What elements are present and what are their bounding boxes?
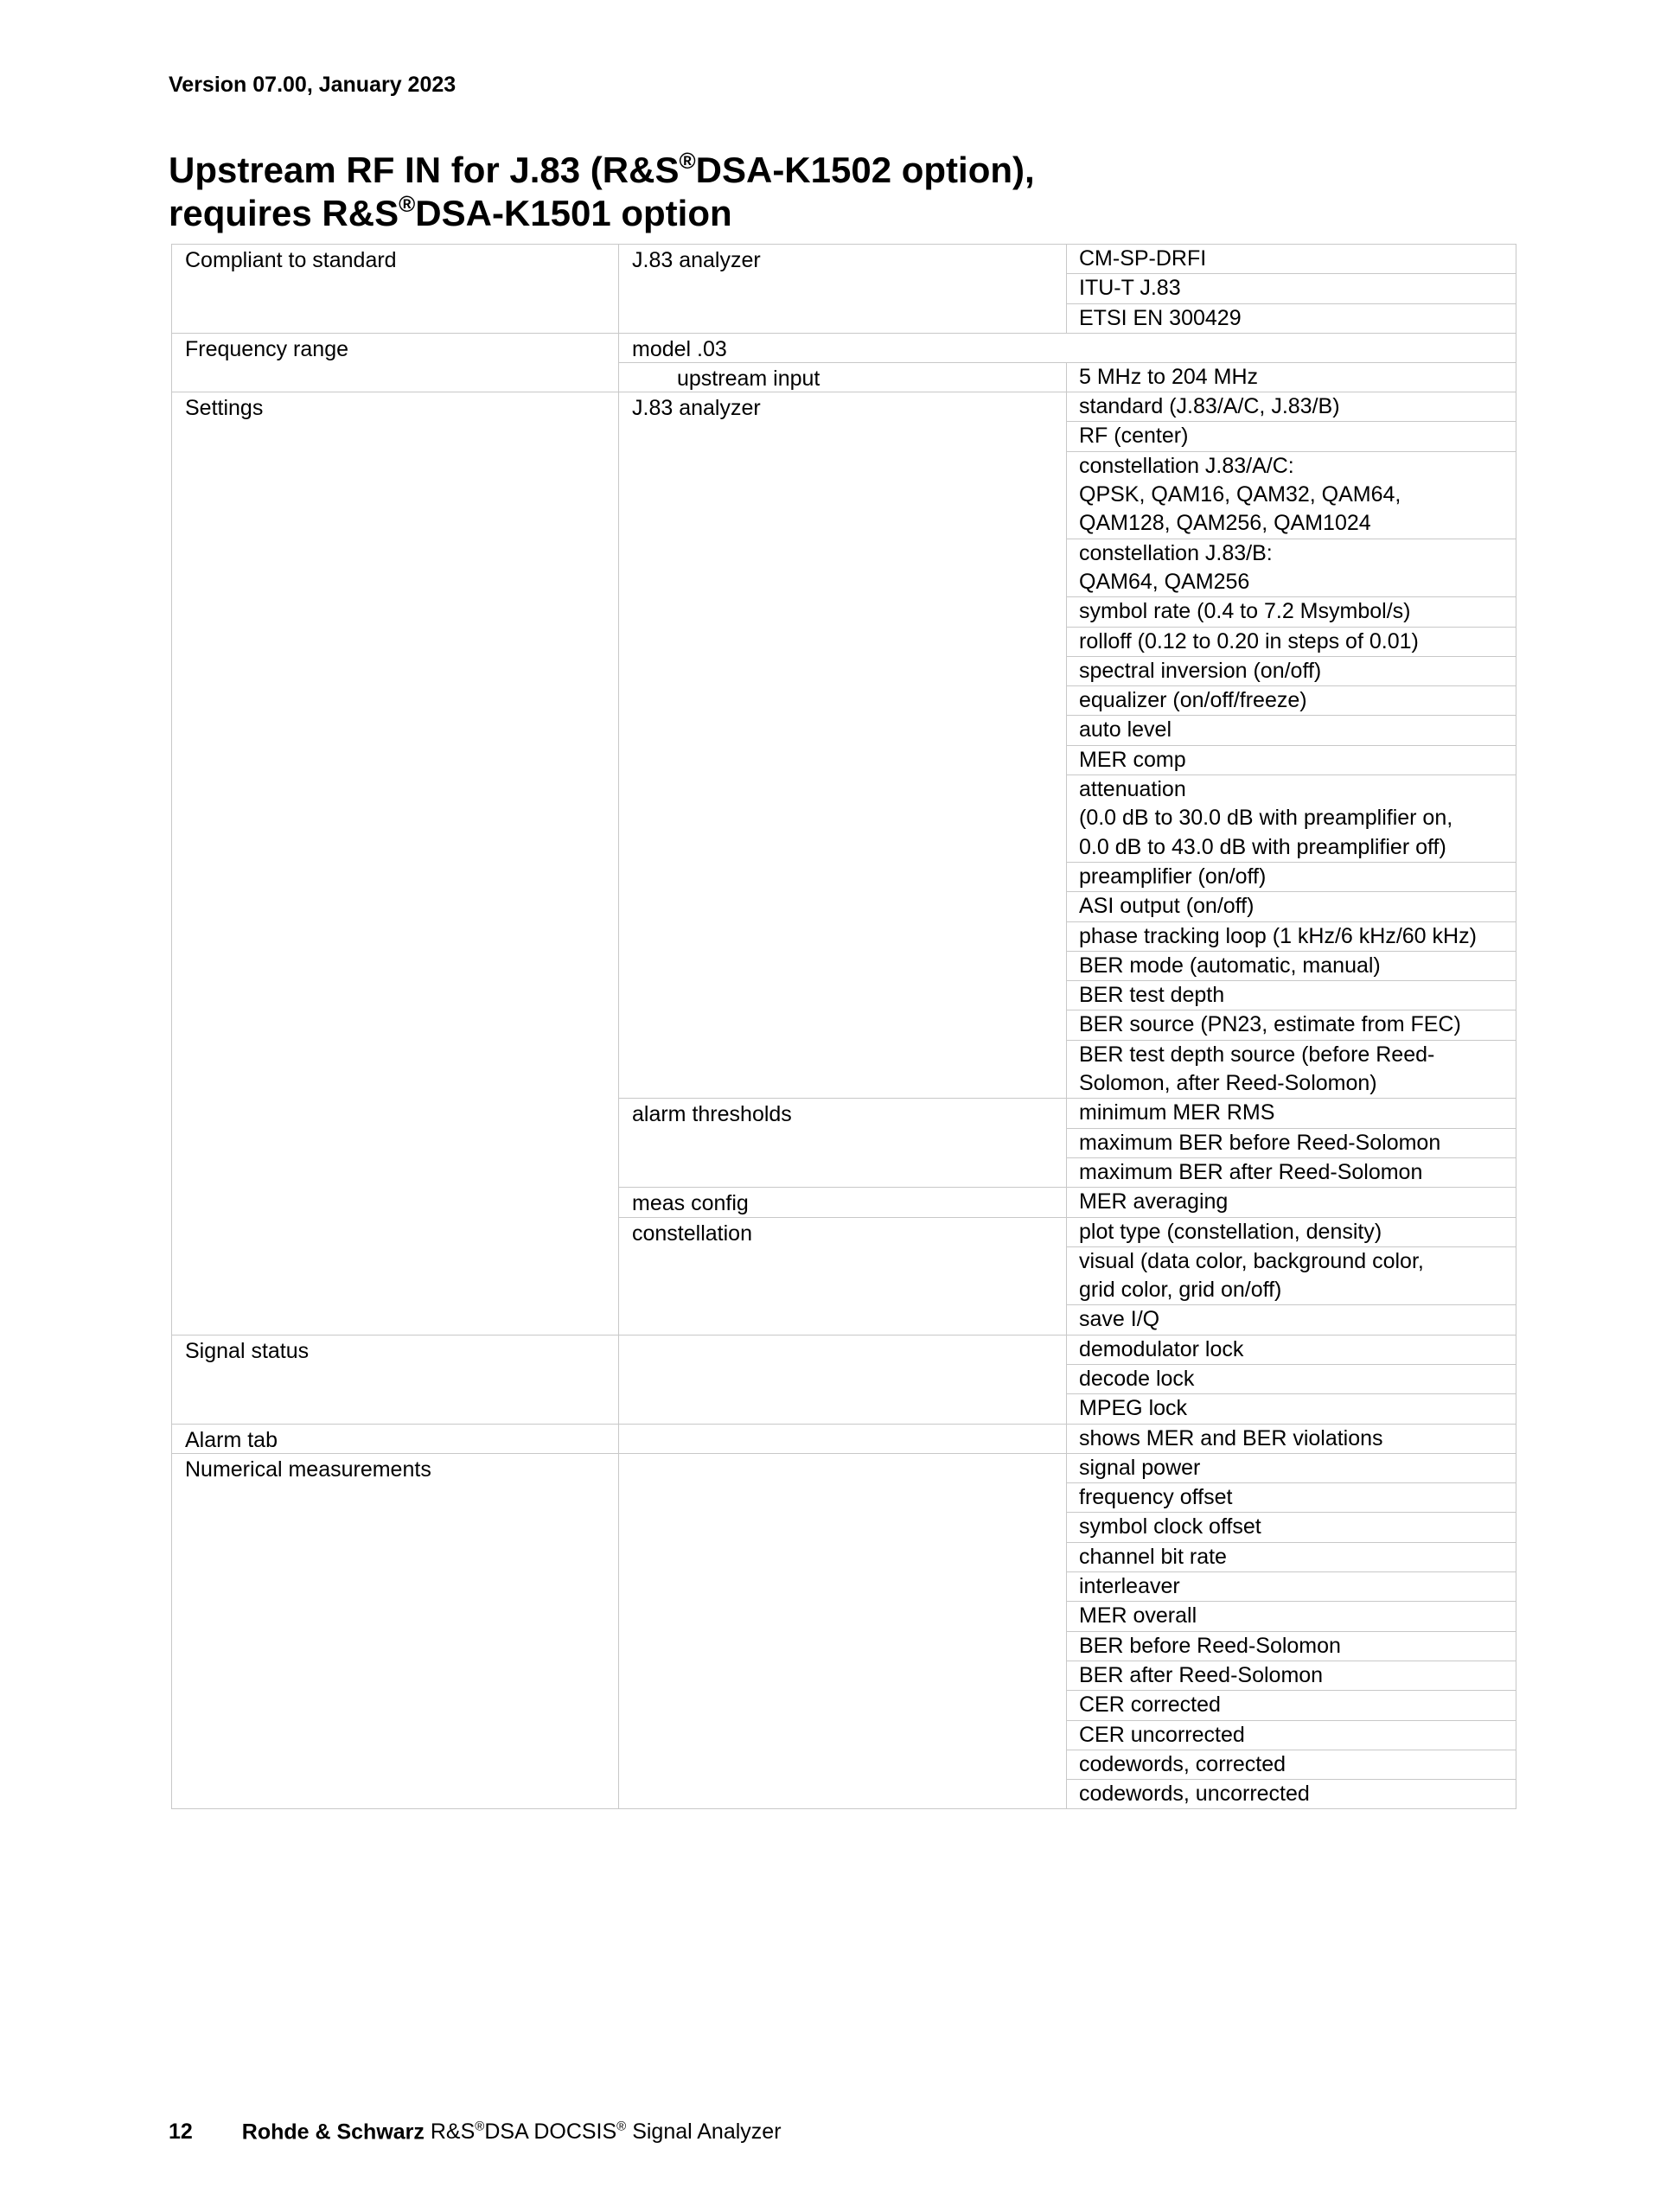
row-body [619, 334, 1516, 392]
value-line: RF (center) [1079, 424, 1189, 449]
value-item [1067, 596, 1516, 626]
value-line: frequency offset [1067, 1482, 1516, 1512]
version-header: Version 07.00, January 2023 [169, 73, 456, 97]
value-line: symbol clock offset [1067, 1512, 1516, 1541]
title-part: requires R&S [169, 193, 399, 233]
value-line: 5 MHz to 204 MHz [1079, 364, 1259, 389]
row-body [619, 392, 1516, 1335]
table-row-alarm-tab [171, 1424, 1516, 1453]
value-item [1067, 539, 1516, 597]
sub-label [619, 1218, 1067, 1335]
value-line: QPSK, QAM16, QAM32, QAM64, [1079, 482, 1401, 507]
registered-mark: ® [399, 191, 416, 217]
value-line: QAM64, QAM256 [1079, 569, 1250, 594]
sub-label-text: meas config [632, 1191, 749, 1216]
row-label-text: Numerical measurements [185, 1457, 431, 1482]
value-item [1067, 1246, 1516, 1305]
title-part: Upstream RF IN for J.83 (R&S [169, 150, 680, 190]
value-line: constellation J.83/B: [1079, 540, 1273, 565]
table-row-settings [171, 392, 1516, 1335]
row-body [619, 1425, 1516, 1453]
value-line: equalizer (on/off/freeze) [1079, 688, 1307, 713]
value-line: rolloff (0.12 to 0.20 in steps of 0.01) [1079, 628, 1419, 653]
row-label-text: Signal status [185, 1338, 310, 1363]
value-line: codewords, corrected [1067, 1750, 1516, 1779]
table-row-compliant [171, 244, 1516, 333]
sub-label [619, 245, 1067, 333]
value-item [1067, 392, 1516, 421]
sub-row [619, 1335, 1516, 1424]
value-line: maximum BER after Reed-Solomon [1079, 1159, 1423, 1184]
row-label-text: Compliant to standard [185, 248, 397, 272]
value-line: plot type (constellation, density) [1079, 1219, 1382, 1244]
value-item [1067, 980, 1516, 1010]
value-line: channel bit rate [1067, 1542, 1516, 1571]
row-body [619, 1454, 1516, 1809]
row-label [171, 1335, 619, 1424]
value-item [1067, 685, 1516, 715]
value-line: decode lock [1067, 1364, 1516, 1393]
value-line: maximum BER before Reed-Solomon [1079, 1130, 1441, 1155]
value-line: ITU-T J.83 [1067, 273, 1516, 303]
table-row-numerical [171, 1453, 1516, 1810]
title-part: DSA-K1502 option), [695, 150, 1035, 190]
value-item [1067, 451, 1516, 539]
row-label [171, 1454, 619, 1809]
sub-label [619, 392, 1067, 1098]
value-line: symbol rate (0.4 to 7.2 Msymbol/s) [1079, 599, 1411, 624]
value-line: QAM128, QAM256, QAM1024 [1079, 511, 1371, 536]
footer-brand: Rohde & Schwarz [241, 2120, 425, 2145]
row-label [171, 392, 619, 1335]
value-line: ETSI EN 300429 [1067, 303, 1516, 333]
sub-label-text: upstream input [677, 366, 820, 391]
value-line: constellation J.83/A/C: [1079, 453, 1294, 478]
sub-label [619, 1454, 1067, 1809]
title-part: DSA-K1501 option [415, 193, 732, 233]
value-line: interleaver [1067, 1571, 1516, 1601]
spec-table [171, 244, 1516, 1809]
value-line: Solomon, after Reed-Solomon) [1079, 1071, 1377, 1096]
value-line: standard (J.83/A/C, J.83/B) [1079, 394, 1340, 419]
value-line: ASI output (on/off) [1079, 894, 1255, 919]
footer-product-part: DSA DOCSIS [484, 2120, 617, 2145]
page-footer [169, 2120, 782, 2145]
value-line: demodulator lock [1079, 1336, 1244, 1361]
value-line: auto level [1079, 717, 1172, 743]
values-cell [1067, 1218, 1516, 1335]
value-line: BER test depth source (before Reed- [1079, 1042, 1435, 1067]
value-line: grid color, grid on/off) [1079, 1278, 1282, 1303]
value-line: MER averaging [1079, 1189, 1229, 1214]
value-item [1067, 627, 1516, 656]
table-row-signal-status [171, 1335, 1516, 1424]
values-cell [1067, 1099, 1516, 1187]
value-line: spectral inversion (on/off) [1079, 658, 1322, 683]
value-item [1067, 1040, 1516, 1099]
sub-row [619, 245, 1516, 333]
values-cell [1067, 392, 1516, 1098]
value-line: 0.0 dB to 43.0 dB with preamplifier off) [1079, 834, 1446, 859]
value-item [1067, 421, 1516, 450]
values-cell [1067, 1454, 1516, 1809]
sub-label [619, 363, 1067, 392]
value-line: BER before Reed-Solomon [1067, 1631, 1516, 1661]
sub-label [619, 1425, 1067, 1453]
sub-label-text: J.83 analyzer [632, 248, 761, 272]
sub-label [619, 1335, 1067, 1424]
row-label-text: Alarm tab [185, 1427, 278, 1452]
values-cell [1067, 1335, 1516, 1424]
row-body [619, 245, 1516, 333]
value-item [1067, 1099, 1516, 1127]
table-row-frequency [171, 333, 1516, 392]
sub-label-text: constellation [632, 1221, 752, 1246]
value-line: MER overall [1067, 1601, 1516, 1630]
row-label-text: Settings [185, 396, 264, 421]
footer-product [431, 2120, 782, 2144]
value-line: BER after Reed-Solomon [1067, 1661, 1516, 1690]
sub-row [619, 362, 1516, 392]
value-item [1067, 1157, 1516, 1187]
model-cell: model .03 [619, 334, 1516, 362]
value-line: phase tracking loop (1 kHz/6 kHz/60 kHz) [1079, 923, 1477, 948]
value-item [1067, 1010, 1516, 1039]
row-body [619, 1335, 1516, 1424]
footer-product-part: Signal Analyzer [632, 2120, 782, 2145]
value-line: visual (data color, background color, [1079, 1248, 1424, 1273]
sub-row [619, 1425, 1516, 1453]
value-item [1067, 921, 1516, 951]
values-cell [1067, 1425, 1516, 1453]
registered-mark: ® [679, 148, 696, 174]
row-label [171, 334, 619, 392]
sub-row [619, 334, 1516, 362]
values-cell [1067, 1188, 1516, 1216]
page-title [169, 149, 1035, 235]
row-label [171, 245, 619, 333]
sub-row [619, 1454, 1516, 1809]
values-cell [1067, 363, 1516, 392]
page-number: 12 [169, 2120, 193, 2145]
value-line: signal power [1079, 1455, 1201, 1480]
value-item [1067, 656, 1516, 685]
value-line: BER source (PN23, estimate from FEC) [1079, 1012, 1461, 1037]
settings-group [619, 392, 1516, 1098]
value-item [1067, 951, 1516, 980]
value-line: codewords, uncorrected [1067, 1779, 1516, 1808]
value-line: CM-SP-DRFI [1079, 246, 1207, 271]
value-item [1067, 1188, 1516, 1216]
footer-product-part: R&S [430, 2120, 476, 2145]
row-label-text: Frequency range [185, 336, 349, 361]
value-item [1067, 891, 1516, 921]
value-item [1067, 715, 1516, 744]
value-line: preamplifier (on/off) [1079, 864, 1267, 889]
values-cell [1067, 245, 1516, 333]
sub-label-text: alarm thresholds [632, 1102, 792, 1127]
settings-group [619, 1098, 1516, 1187]
value-line: BER mode (automatic, manual) [1079, 953, 1381, 978]
registered-mark: ® [616, 2120, 627, 2134]
value-line: MPEG lock [1067, 1393, 1516, 1423]
value-line: CER uncorrected [1067, 1720, 1516, 1750]
value-line: MER comp [1079, 747, 1186, 772]
value-line: minimum MER RMS [1079, 1100, 1275, 1125]
value-item [1067, 1218, 1516, 1246]
value-line: save I/Q [1079, 1307, 1160, 1332]
value-line: attenuation [1079, 777, 1186, 802]
row-label [171, 1425, 619, 1453]
value-item [1067, 775, 1516, 862]
value-line: BER test depth [1079, 983, 1225, 1008]
registered-mark: ® [475, 2120, 485, 2134]
sub-label-text: J.83 analyzer [632, 396, 761, 421]
settings-group [619, 1187, 1516, 1216]
value-item [1067, 1304, 1516, 1334]
value-item [1067, 862, 1516, 891]
value-line: CER corrected [1067, 1690, 1516, 1719]
value-item [1067, 745, 1516, 775]
value-line: (0.0 dB to 30.0 dB with preamplifier on, [1079, 806, 1453, 831]
value-line: shows MER and BER violations [1079, 1425, 1383, 1450]
sub-label [619, 1188, 1067, 1216]
settings-group [619, 1217, 1516, 1335]
sub-label [619, 1099, 1067, 1187]
value-item [1067, 1128, 1516, 1157]
